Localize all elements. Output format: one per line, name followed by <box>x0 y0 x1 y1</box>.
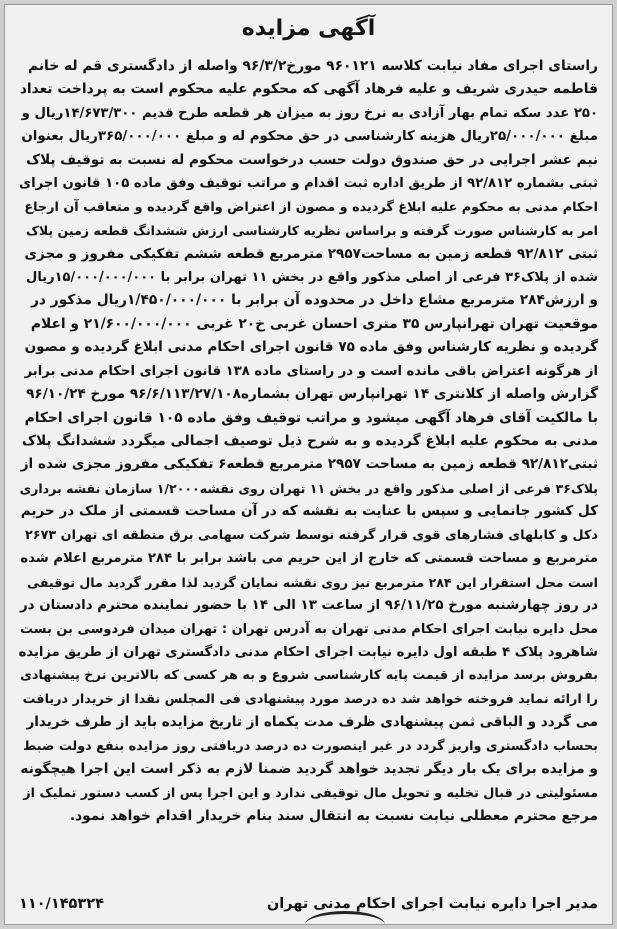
body-line: مسئولیتی در قبال تخلیه و تحویل مال توقیفی ندارد و این اجرا پس از کسب دستور تملیک از <box>23 785 598 801</box>
body-line: در روز چهارشنبه مورخ ۹۶/۱۱/۲۵ از ساعت ۱۳ الی ۱۴ با حضور نماینده محترم دادستان در <box>19 598 598 614</box>
body-line: را ارائه نماید فروخته خواهد شد ده درصد مورد پیشنهادی فی المجلس نقدا از خریدار دریافت <box>22 691 598 707</box>
body-line: ثبتی بشماره ۹۲/۸۱۲ از طریق اداره ثبت اقدام و مراتب توقیف وفق ماده ۱۰۵ قانون اجرای <box>19 176 598 192</box>
body-line: شده از پلاک۳۶ فرعی از اصلی مذکور واقع در بخش ۱۱ تهران برابر با ۱۵/۰۰۰/۰۰۰/۰۰۰ریال <box>26 269 598 285</box>
body-line: با مالکیت آقای فرهاد آگهی میشود و مراتب توقیف وفق ماده ۱۰۵ قانون اجرای احکام <box>24 409 598 426</box>
body-line: پلاک۳۶ فرعی از اصلی مذکور واقع در بخش ۱۱ تهران روی نقشه۱/۲۰۰۰ سازمان نقشه برداری <box>19 480 598 496</box>
body-line: گردیده و نظریه کارشناس وفق ماده ۷۵ قانون اجرای احکام مدنی ابلاغ گردیده و مصون <box>24 339 598 356</box>
body-line: موقعیت تهران تهرانپارس ۳۵ متری احسان غربی خ۲۰ غربی ۲۱/۶۰۰/۰۰۰/۰۰۰ و اعلام <box>30 315 598 332</box>
body-line: قاطمه حیدری شریف و علیه فرهاد آگهی که محکوم علیه محکوم است به پرداخت تعداد <box>19 81 598 98</box>
notice-paper <box>4 4 613 925</box>
body-line: راستای اجرای مفاد نیابت کلاسه ۹۶۰۱۲۱ مورخ۹۶/۳/۲ واصله از دادگستری قم له خانم <box>28 58 598 74</box>
notice-title: آگهی مزایده <box>241 16 376 41</box>
body-line: ۲۵۰ عدد سکه تمام بهار آزادی به نرخ روز به میزان هر قطعه طرح قدیم ۱۴/۶۷۳/۳۰۰ریال و <box>21 105 598 121</box>
notice-code: ۱۱۰/۱۴۵۳۲۴ <box>19 896 104 912</box>
body-line: مترمربع و مساحت قسمتی که خارج از این حریم می باشد برابر با ۲۸۴ مترمربع اعلام شده <box>20 551 598 567</box>
body-line: مرجع محترم معطلی نیابت نسبت به انتقال سند بنام خریدار اقدام خواهد نمود. <box>69 808 598 824</box>
notice-footer <box>19 893 598 915</box>
body-line: ثبتی۹۲/۸۱۲ قطعه زمین به مساحت ۲۹۵۷ مترمربع قطعه۶ تفکیکی مفروز مجزی شده از <box>20 456 598 473</box>
body-line: گزارش واصله از کلانتری ۱۴ تهرانپارس تهران بشماره۹۶/۶/۱۱۳/۲۷/۱۰۸ مورخ ۹۶/۱۰/۲۴ <box>26 386 598 403</box>
body-line: نیم عشر اجرایی در حق صندوق دولت حسب درخواست محکوم له نسبت به توقیف پلاک <box>26 151 598 168</box>
body-line: مبلغ ۲۵/۰۰۰/۰۰۰ریال هزینه کارشناسی در حق محکوم له و مبلغ ۳۶۵/۰۰۰/۰۰۰ریال بعنوان <box>21 129 598 145</box>
body-line: مدنی به محکوم علیه ابلاغ گردیده و به شرح ذیل توصیف اجمالی میگردد ششدانگ پلاک <box>21 433 598 449</box>
body-line: ثبتی ۹۲/۸۱۲ قطعه زمین به مساحت۲۹۵۷ مترمربع قطعه ششم تفکیکی مفروز و مجزی <box>24 245 598 262</box>
body-line: و مزایده برای یک بار دیگر تجدید خواهد گردید ضمنا لازم به ذکر است این اجرا هیچگونه <box>20 761 598 778</box>
body-line: بفروش برسد مزایده از قیمت پایه کارشناسی شروع و به هر کسی که بالاترین نرخ پیشنهادی <box>20 668 598 684</box>
body-line: و ارزش۲۸۴ مترمربع مشاع داخل در محدوده آن برابر با ۱/۴۵۰/۰۰۰/۰۰۰ریال مذکور در <box>30 292 598 309</box>
body-line: محل دایره نیابت اجرای احکام مدنی تهران به آدرس تهران : تهران میدان فردوسی بن بست <box>19 621 598 637</box>
body-line: می گردد و الباقی ثمن پیشنهادی ظرف مدت یکماه از تاریخ مزایده باید از طرف خریدار <box>26 714 598 731</box>
body-line: کل کشور جانمایی و سپس با عنایت به نقشه که در آن مساحت قسمتی از ملک در حریم <box>20 503 598 520</box>
body-line: امر به کارشناس صورت گرفته و براساس نظریه کارشناسی ارزش ششدانگ قطعه زمین پلاک <box>25 223 598 239</box>
body-line: دکل و کابلهای فشارهای قوی قرار گرفته توسط شرکت سهامی برق منطقه ای تهران ۲۶۷۳ <box>24 527 598 543</box>
body-line: است محل استقرار این ۲۸۴ مترمربع نیز روی نقشه نمایان گردید لذا مقرر گردید مال توقیفی <box>27 574 598 590</box>
signature-line: مدیر اجرا دایره نیابت اجرای احکام مدنی تهران <box>266 896 598 912</box>
body-line: از هرگونه اعتراض باقی مانده است و در راستای ماده ۱۳۸ قانون اجرای احکام مدنی برابر <box>24 363 598 379</box>
body-line: احکام مدنی به محکوم علیه ابلاغ گردیده و مصون از اعتراض واقع گردیده و متعاقب آن ارجاع <box>24 199 598 215</box>
body-line: بحساب دادگستری واریز گردد در غیر اینصورت ده درصد دریافتی روز مزایده بنفع دولت ضبط <box>23 738 598 754</box>
notice-body <box>19 55 598 828</box>
body-line: شاهرود پلاک ۴ طبقه اول دایره نیابت اجرای احکام مدنی دادگستری تهران از طریق مزایده <box>19 644 598 660</box>
